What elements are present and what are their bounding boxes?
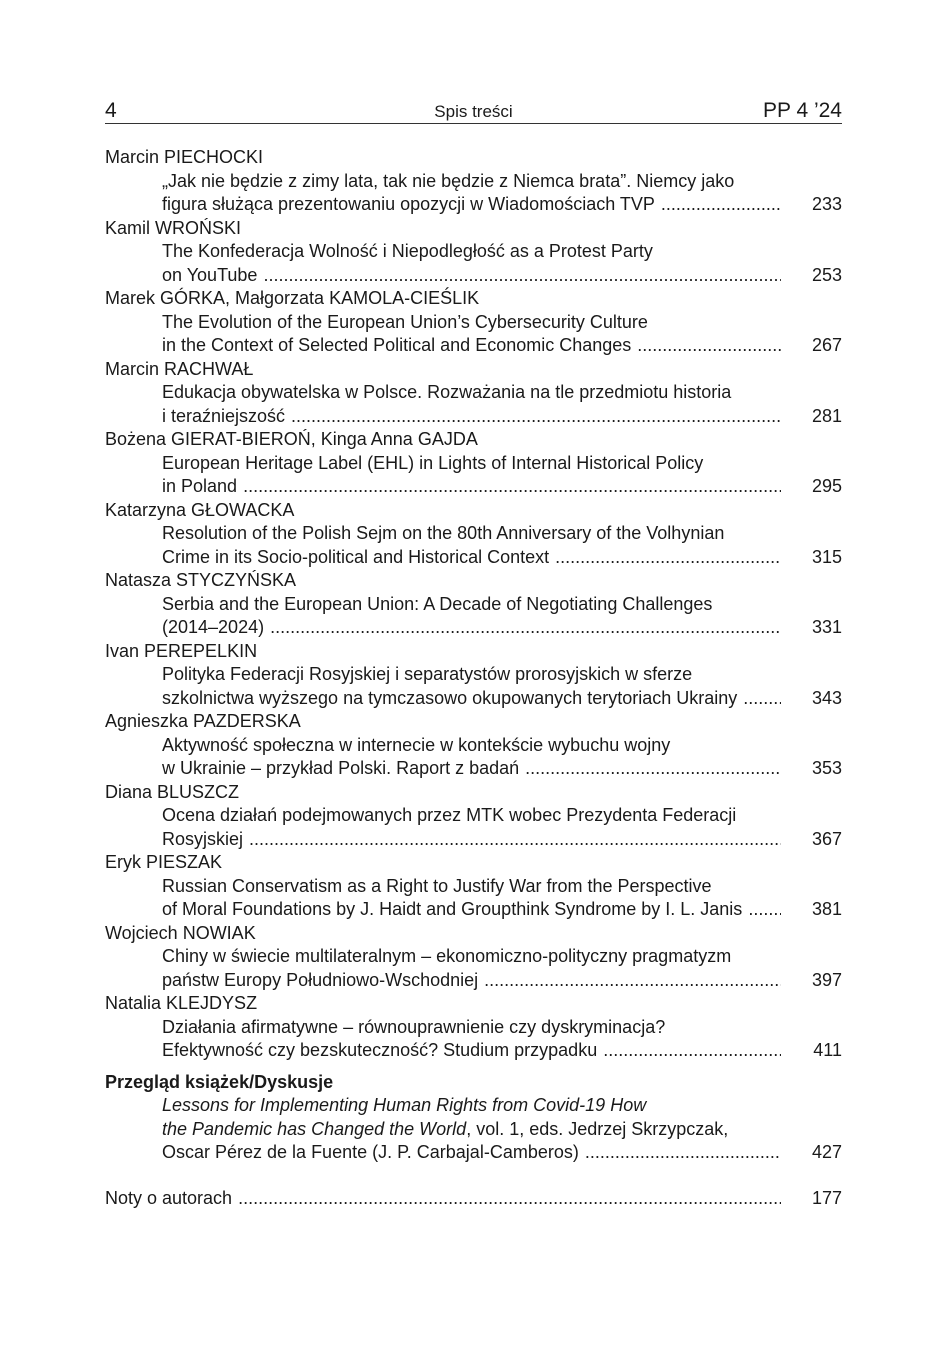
toc-entry xyxy=(105,569,842,640)
entry-author: Marek GÓRKA, Małgorzata KAMOLA-CIEŚLIK xyxy=(105,288,480,308)
entry-last-line xyxy=(105,1039,842,1063)
dot-leader xyxy=(263,264,781,288)
entry-last-line xyxy=(105,969,842,993)
entry-last-line-text: in Poland xyxy=(162,476,238,496)
entry-author: Bożena GIERAT-BIEROŃ, Kinga Anna GAJDA xyxy=(105,429,478,449)
entry-title-line: European Heritage Label (EHL) in Lights of Internal Historical Policy xyxy=(162,452,704,473)
dot-leader xyxy=(637,334,781,358)
toc-entry xyxy=(105,992,842,1063)
entry-author: Eryk PIESZAK xyxy=(105,852,223,872)
entry-author: Wojciech NOWIAK xyxy=(105,922,256,943)
review-title-line xyxy=(105,1118,842,1142)
entry-last-line-text: Crime in its Socio-political and Historical Context xyxy=(162,546,550,567)
entry-author: Diana BLUSZCZ xyxy=(105,781,240,802)
section-heading: Przegląd książek/Dyskusje xyxy=(105,1071,334,1092)
dot-leader xyxy=(484,969,781,993)
review-section xyxy=(105,1071,842,1165)
entry-title-line: Polityka Federacji Rosyjskiej i separatystów prorosyjskich w sferze xyxy=(162,664,693,684)
entry-last-line xyxy=(105,616,842,640)
entry-author: Marcin PIECHOCKI xyxy=(105,147,264,167)
toc-entry xyxy=(105,851,842,922)
dot-leader xyxy=(555,546,781,570)
entry-last-line xyxy=(105,898,842,922)
entry-title-line: Działania afirmatywne – równouprawnienie czy dyskryminacja? xyxy=(162,1016,666,1037)
dot-leader xyxy=(270,616,781,640)
entry-title-line: Edukacja obywatelska w Polsce. Rozważania na tle przedmiotu historia xyxy=(162,382,732,402)
entry-page: 253 xyxy=(811,264,842,285)
entry-last-line-text: i teraźniejszość xyxy=(162,405,286,426)
dot-leader xyxy=(748,898,781,922)
entry-last-line-text: Rosyjskiej xyxy=(162,828,244,849)
review-last-line-text: Oscar Pérez de la Fuente (J. P. Carbajal-Camberos) xyxy=(162,1142,579,1162)
entry-last-line-text: państw Europy Południowo-Wschodniej xyxy=(162,969,479,990)
dot-leader xyxy=(243,475,781,499)
dot-leader xyxy=(525,757,781,781)
dot-leader xyxy=(291,405,781,429)
toc-entry xyxy=(105,146,842,217)
toc-entry xyxy=(105,781,842,852)
entry-title-line: The Evolution of the European Union’s Cybersecurity Culture xyxy=(162,311,648,332)
entry-author: Ivan PEREPELKIN xyxy=(105,640,258,661)
running-header xyxy=(105,99,842,124)
entry-last-line-text: on YouTube xyxy=(162,264,258,285)
notes-label: Noty o autorach xyxy=(105,1187,233,1208)
entry-last-line-text: w Ukrainie – przykład Polski. Raport z badań xyxy=(162,758,520,778)
entry-page: 295 xyxy=(811,476,842,496)
entry-title-line: Resolution of the Polish Sejm on the 80th Anniversary of the Volhynian xyxy=(162,523,725,543)
notes-page: 177 xyxy=(811,1187,842,1208)
entry-author: Kamil WROŃSKI xyxy=(105,217,242,238)
toc-entry xyxy=(105,640,842,711)
toc-entry xyxy=(105,428,842,499)
entry-author: Katarzyna GŁOWACKA xyxy=(105,499,295,520)
entry-last-line xyxy=(105,193,842,217)
entry-title-line: Aktywność społeczna w internecie w kontekście wybuchu wojny xyxy=(162,734,671,755)
review-title-line: Lessons for Implementing Human Rights from Covid-19 How xyxy=(162,1095,647,1115)
entry-title-line: „Jak nie będzie z zimy lata, tak nie będzie z Niemca brata”. Niemcy jako xyxy=(162,170,735,191)
entry-title-line: Ocena działań podejmowanych przez MTK wobec Prezydenta Federacji xyxy=(162,805,737,825)
entry-page: 353 xyxy=(811,758,842,778)
dot-leader xyxy=(238,1187,781,1211)
entry-last-line-text: Efektywność czy bezskuteczność? Studium przypadku xyxy=(162,1040,598,1060)
toc-entry xyxy=(105,358,842,429)
toc-entry xyxy=(105,287,842,358)
entry-title-line: Russian Conservatism as a Right to Justify War from the Perspective xyxy=(162,875,712,896)
entry-page: 411 xyxy=(813,1040,842,1060)
entry-last-line xyxy=(105,687,842,711)
entry-last-line-text: figura służąca prezentowaniu opozycji w Wiadomościach TVP xyxy=(162,194,655,214)
entry-page: 267 xyxy=(811,335,842,355)
table-of-contents xyxy=(105,146,842,1210)
entry-last-line-text: of Moral Foundations by J. Haidt and Groupthink Syndrome by I. L. Janis xyxy=(162,899,743,919)
dot-leader xyxy=(585,1141,781,1165)
entry-last-line xyxy=(105,405,842,429)
entry-page: 315 xyxy=(811,546,842,567)
entry-title-line: Serbia and the European Union: A Decade of Negotiating Challenges xyxy=(162,593,713,614)
review-page: 427 xyxy=(811,1142,842,1162)
entry-author: Agnieszka PAZDERSKA xyxy=(105,711,301,731)
page-number: 4 xyxy=(105,99,117,122)
review-title-rest: , vol. 1, eds. Jedrzej Skrzypczak, xyxy=(466,1118,729,1139)
entry-page: 381 xyxy=(811,899,842,919)
entry-last-line xyxy=(105,828,842,852)
entry-last-line xyxy=(105,475,842,499)
entry-page: 281 xyxy=(811,405,842,426)
entry-last-line xyxy=(105,546,842,570)
dot-leader xyxy=(603,1039,781,1063)
entry-page: 397 xyxy=(811,969,842,990)
toc-entries xyxy=(105,146,842,1063)
entry-page: 343 xyxy=(811,687,842,708)
entry-page: 233 xyxy=(811,194,842,214)
entry-author: Marcin RACHWAŁ xyxy=(105,358,254,379)
entry-author: Natalia KLEJDYSZ xyxy=(105,993,258,1013)
toc-entry xyxy=(105,922,842,993)
entry-title-line: Chiny w świecie multilateralnym – ekonomiczno-polityczny pragmatyzm xyxy=(162,946,732,966)
dot-leader xyxy=(743,687,781,711)
notes-entry xyxy=(105,1187,842,1211)
toc-entry xyxy=(105,499,842,570)
entry-last-line xyxy=(105,264,842,288)
dot-leader xyxy=(661,193,781,217)
review-last-line xyxy=(105,1141,842,1165)
entry-title-line: The Konfederacja Wolność i Niepodległość as a Protest Party xyxy=(162,241,653,261)
entry-last-line xyxy=(105,334,842,358)
entry-last-line-text: szkolnictwa wyższego na tymczasowo okupowanych terytoriach Ukrainy xyxy=(162,687,738,708)
entry-page: 367 xyxy=(811,828,842,849)
entry-page: 331 xyxy=(811,617,842,637)
entry-author: Natasza STYCZYŃSKA xyxy=(105,570,297,590)
dot-leader xyxy=(249,828,781,852)
entry-last-line xyxy=(105,757,842,781)
entry-last-line-text: in the Context of Selected Political and Economic Changes xyxy=(162,335,632,355)
header-title: Spis treści xyxy=(434,102,513,121)
entry-last-line-text: (2014–2024) xyxy=(162,617,265,637)
toc-entry xyxy=(105,217,842,288)
toc-entry xyxy=(105,710,842,781)
review-title-italic: the Pandemic has Changed the World xyxy=(162,1118,467,1139)
journal-issue: PP 4 ’24 xyxy=(762,99,842,122)
